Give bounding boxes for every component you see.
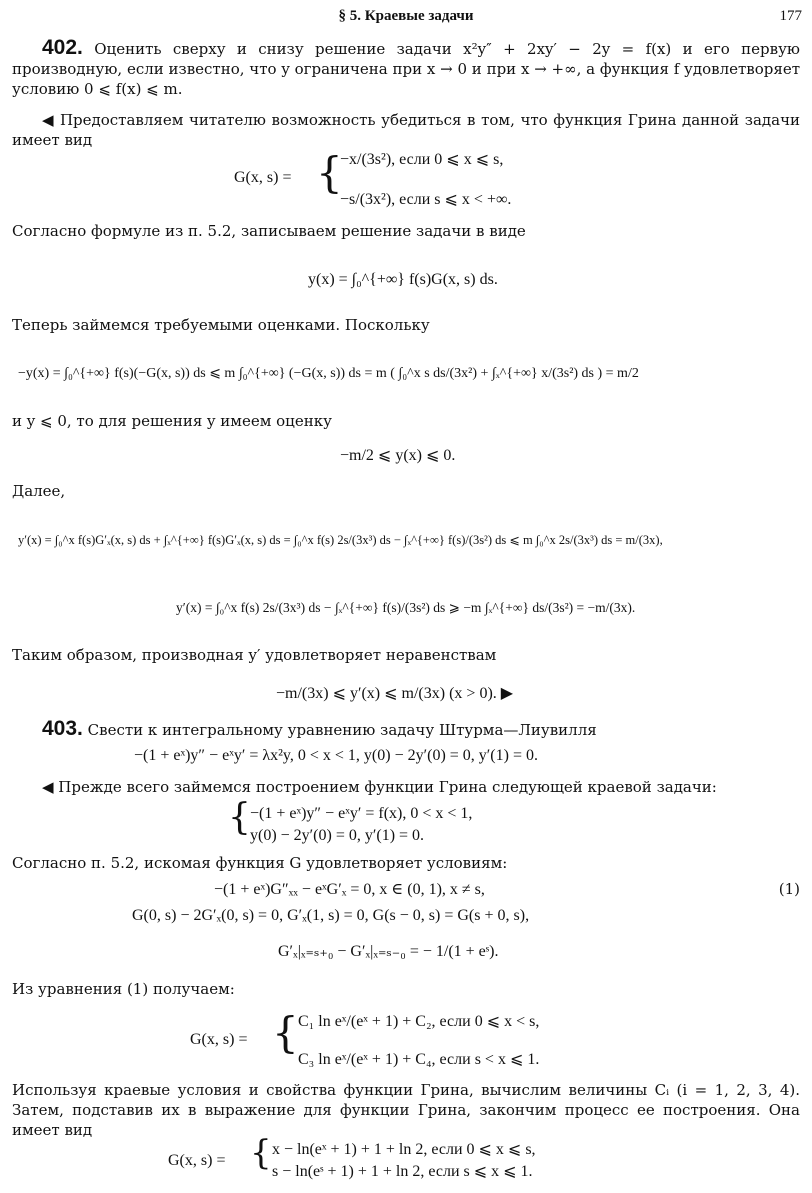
problem-403-number: 403. (42, 717, 83, 740)
green-function-row-2: −s/(3x²), если s ⩽ x < +∞. (340, 191, 512, 208)
condition-row-1: −(1 + eˣ)G″ₓₓ − eˣG′ₓ = 0, x ∈ (0, 1), x ≠ s, (214, 881, 485, 898)
final-green-lhs: G(x, s) = (168, 1152, 226, 1169)
condition-row-3: G′ₓ|ₓ₌ₛ₊₀ − G′ₓ|ₓ₌ₛ₋₀ = − 1/(1 + eˢ). (278, 943, 499, 960)
problem-402-solution-intro: ◀ Предоставляем читателю возможность убедиться в том, что функция Грина данной задачи имеет вид (12, 111, 800, 149)
estimates-intro-text: Теперь займемся требуемыми оценками. Поскольку (12, 316, 430, 334)
green-function-row-1: −x/(3s²), если 0 ⩽ x ⩽ s, (340, 151, 504, 168)
left-brace: { (250, 1133, 272, 1173)
page-number: 177 (779, 8, 802, 24)
problem-403-text: Свести к интегральному уравнению задачу Штурма—Лиувилля (87, 721, 597, 739)
final-paragraph: Используя краевые условия и свойства функции Грина, вычислим величины Cᵢ (i = 1, 2, 3, 4). Затем, подставив их в выражение для функции Грина, закончим процесс ее построения. Она имеет вид (12, 1081, 800, 1139)
green-function-lhs: G(x, s) = (234, 169, 292, 186)
conclusion-text: Таким образом, производная y′ удовлетворяет неравенствам (12, 646, 497, 664)
condition-row-2: G(0, s) − 2G′ₓ(0, s) = 0, G′ₓ(1, s) = 0, G(s − 0, s) = G(s + 0, s), (132, 907, 530, 924)
formula-reference-text: Согласно формуле из п. 5.2, записываем решение задачи в виде (12, 222, 526, 240)
problem-402-text: Оценить сверху и снизу решение задачи x²y″ + 2xy′ − 2y = f(x) и его первую производную, если известно, что y ограничена при x → 0 и при x → +∞, а функция f удовлетворяет условию 0 ⩽ f(x) ⩽ m. (12, 40, 800, 98)
problem-402-number: 402. (42, 36, 83, 59)
bvp-row-1: −(1 + eˣ)y″ − eˣy′ = f(x), 0 < x < 1, (250, 805, 473, 822)
further-text: Далее, (12, 482, 66, 500)
equation-tag-1: (1) (778, 880, 800, 898)
general-solution-row-1: C₁ ln eˣ/(eˣ + 1) + C₂, если 0 ⩽ x < s, (298, 1013, 540, 1030)
left-brace: { (228, 797, 251, 838)
problem-403-solution-intro: ◀ Прежде всего займемся построением функции Грина следующей краевой задачи: (42, 778, 717, 796)
problem-403-statement (42, 717, 597, 740)
y-bound-formula: −m/2 ⩽ y(x) ⩽ 0. (340, 447, 456, 464)
problem-402-statement (12, 38, 800, 99)
section-title: § 5. Краевые задачи (338, 8, 474, 24)
page-number-wrap (780, 5, 803, 25)
derivative-bound-formula: −m/(3x) ⩽ y′(x) ⩽ m/(3x) (x > 0). ▶ (276, 685, 514, 702)
general-solution-lhs: G(x, s) = (190, 1031, 248, 1048)
left-brace: { (272, 1008, 299, 1057)
solution-integral-formula: y(x) = ∫₀^{+∞} f(s)G(x, s) ds. (308, 271, 498, 288)
running-header (0, 5, 812, 25)
derivative-lower-estimate: y′(x) = ∫₀^x f(s) 2s/(3x³) ds − ∫ₓ^{+∞} f(s)/(3s²) ds ⩾ −m ∫ₓ^{+∞} ds/(3s²) = −m/(3x). (176, 600, 636, 615)
general-solution-row-2: C₃ ln eˣ/(eˣ + 1) + C₄, если s < x ⩽ 1. (298, 1051, 540, 1068)
bvp-row-2: y(0) − 2y′(0) = 0, y′(1) = 0. (250, 827, 425, 844)
final-green-row-2: s − ln(eˢ + 1) + 1 + ln 2, если s ⩽ x ⩽ 1. (272, 1163, 533, 1180)
from-equation-text: Из уравнения (1) получаем: (12, 980, 235, 998)
conditions-intro-text: Согласно п. 5.2, искомая функция G удовлетворяет условиям: (12, 854, 508, 872)
sign-condition-text: и y ⩽ 0, то для решения y имеем оценку (12, 412, 332, 430)
final-green-row-1: x − ln(eˣ + 1) + 1 + ln 2, если 0 ⩽ x ⩽ s, (272, 1141, 536, 1158)
derivative-upper-estimate: y′(x) = ∫₀^x f(s)G′ₓ(x, s) ds + ∫ₓ^{+∞} f(s)G′ₓ(x, s) ds = ∫₀^x f(s) 2s/(3x³) ds − ∫ₓ^{+∞} f(s)/(3s²) ds ⩽ m ∫₀^x 2s/(3x³) ds = m/(3x), (18, 533, 663, 547)
estimate-chain-formula: −y(x) = ∫₀^{+∞} f(s)(−G(x, s)) ds ⩽ m ∫₀^{+∞} (−G(x, s)) ds = m ( ∫₀^x s ds/(3x²) + ∫ₓ^{+∞} x/(3s²) ds ) = m/2 (18, 366, 639, 381)
sturm-liouville-equation: −(1 + eˣ)y″ − eˣy′ = λx²y, 0 < x < 1, y(0) − 2y′(0) = 0, y′(1) = 0. (134, 747, 538, 764)
left-brace: { (316, 148, 343, 197)
